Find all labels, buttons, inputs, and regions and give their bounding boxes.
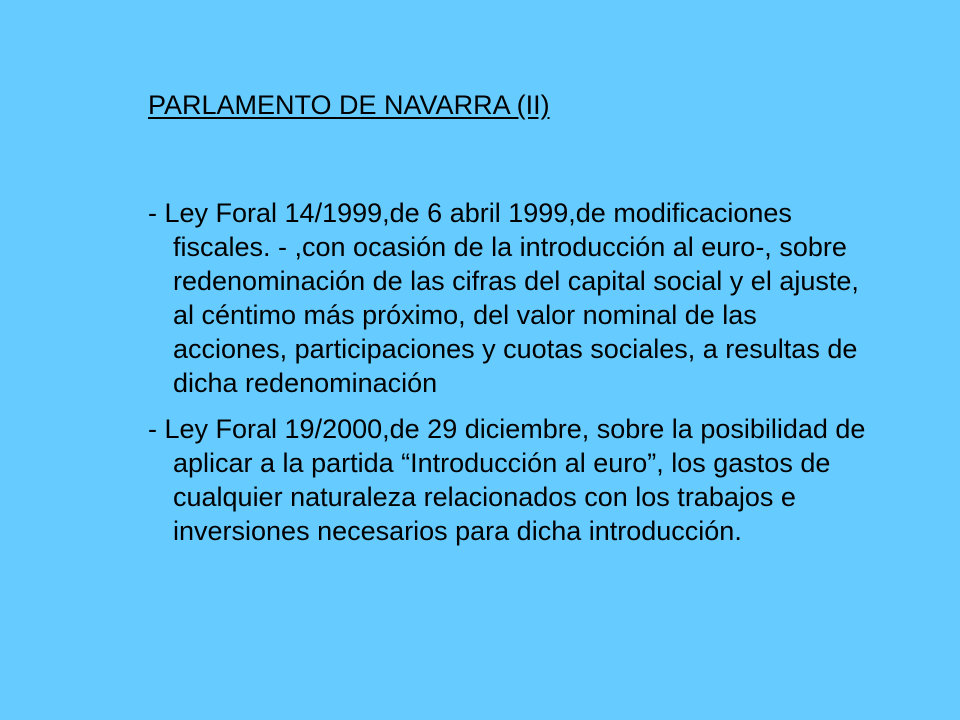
slide-title: PARLAMENTO DE NAVARRA (II) bbox=[148, 90, 550, 120]
paragraph-ley-foral-14-1999: - Ley Foral 14/1999,de 6 abril 1999,de modificaciones fiscales. - ,con ocasión de la introducción al euro-, sobre redenominación de las cifras del capital social y el ajuste, al céntimo más próximo, del valor nominal de las acciones, participaciones y cuotas sociales, a resultas de dicha redenominación bbox=[148, 198, 859, 398]
slide-body bbox=[148, 196, 868, 548]
paragraph-ley-foral-19-2000: - Ley Foral 19/2000,de 29 diciembre, sobre la posibilidad de aplicar a la partida “Introducción al euro”, los gastos de cualquier naturaleza relacionados con los trabajos e inversiones necesarios para dicha introducción. bbox=[148, 414, 866, 546]
